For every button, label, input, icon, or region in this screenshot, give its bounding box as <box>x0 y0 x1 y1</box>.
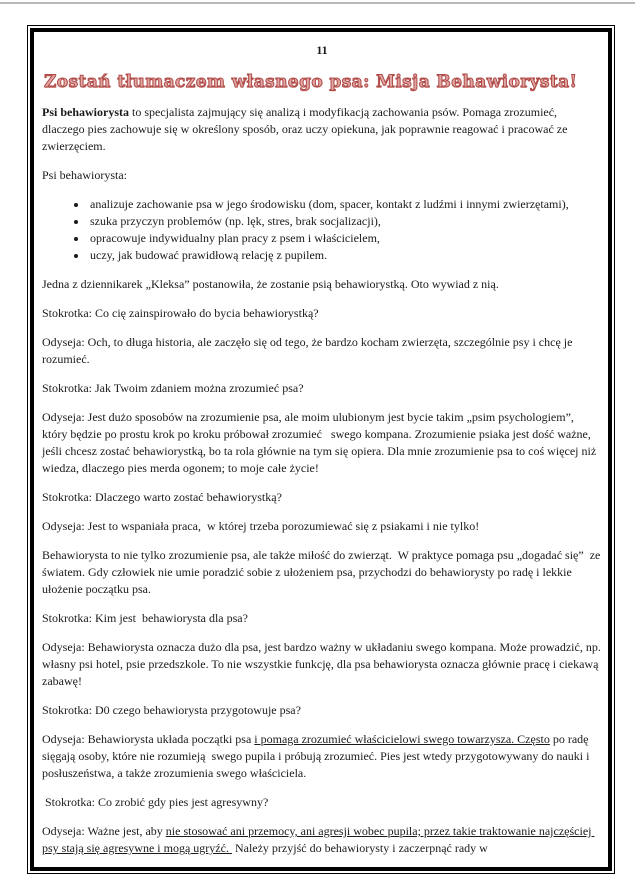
answer-underlined-segment: i pomaga zrozumieć właścicielowi swego towarzysza. Często <box>254 732 550 746</box>
behaviorist-duties-list <box>42 196 602 264</box>
interview-answer <box>42 823 602 857</box>
list-heading: Psi behawiorysta: <box>42 168 127 182</box>
page-number: 11 <box>316 43 328 57</box>
interview-question: Stokrotka: Jak Twoim zdaniem można zrozumieć psa? <box>42 381 304 395</box>
interview-question: Stokrotka: Kim jest behawiorysta dla psa? <box>42 611 248 625</box>
interview-question: Stokrotka: Dlaczego warto zostać behawiorystką? <box>42 490 282 504</box>
intro-lead-bold: Psi behawiorysta <box>42 105 129 119</box>
interview-answer: Odyseja: Behawiorysta oznacza dużo dla psa, jest bardzo ważny w układaniu swego kompana. Może prowadzić, np. własny psi hotel, psie przedszkole. To nie wszystkie funkcję, dla psa behawiorysta oznacza głównie pracę i ciekawą zabawę! <box>42 640 604 688</box>
answer-segment: Odyseja: Behawiorysta układa początki psa <box>42 732 255 746</box>
answer-segment: po radę sięgają osoby, które nie rozumieją swego pupila i próbują zrozumieć. Pies jest wtedy przygotowywany do nauki i posłuszeństwa, a także zrozumienia swego właściciela. <box>42 732 593 780</box>
interview-answer: Odyseja: Och, to długa historia, ale zaczęło się od tego, że bardzo kocham zwierzęta, szczególnie psy i chcę je rozumieć. <box>42 335 576 366</box>
answer-underlined-segment: nie stosować ani przemocy, ani agresji wobec pupila; przez takie traktowanie najczęściej psy stają się agresywne i mogą ugryźć. <box>42 824 595 855</box>
interview-question: Stokrotka: D0 czego behawiorysta przygotowuje psa? <box>42 703 301 717</box>
list-item: • analizuje zachowanie psa w jego środowisku (dom, spacer, kontakt z ludźmi i innymi zwierzętami), <box>88 196 602 213</box>
list-item: • szuka przyczyn problemów (np. lęk, stres, brak socjalizacji), <box>88 213 602 230</box>
page-content-area <box>30 28 612 871</box>
interview-answer <box>42 731 602 782</box>
interview-answer: Odyseja: Jest to wspaniała praca, w której trzeba porozumiewać się z psiakami i nie tylko! <box>42 519 480 533</box>
answer-segment: Należy przyjść do behawiorysty i zaczerpnąć rady w <box>231 841 488 855</box>
answer-segment: Odyseja: Ważne jest, aby <box>42 824 166 838</box>
intro-paragraph <box>42 104 602 155</box>
interview-answer-extra: Behawiorysta to nie tylko zrozumienie psa, ale także miłość do zwierząt. W praktyce pomaga psu „dogadać się” ze światem. Gdy człowiek nie umie poradzić sobie z ułożeniem psa, przychodzi do behawiorysty po radę i lekkie ułożenie początku psa. <box>42 548 604 596</box>
interview-question: Stokrotka: Co cię zainspirowało do bycia behawiorystką? <box>42 306 319 320</box>
intro-lead-rest: to specjalista zajmujący się analizą i modyfikacją zachowania psów. Pomaga zrozumieć, dlaczego pies zachowuje się w określony sposób, oraz uczy opiekuna, jak poprawnie reagować i pracować ze zwierzęciem. <box>42 105 571 153</box>
screen-edge-line <box>0 2 635 4</box>
page-title: Zostań tłumaczem własnego psa: Misja Behawiorysta! <box>44 72 578 92</box>
page-border-frame <box>27 25 615 874</box>
interview-question: Stokrotka: Co zrobić gdy pies jest agresywny? <box>42 795 269 809</box>
interview-lead-paragraph: Jedna z dziennikarek „Kleksa” postanowiła, że zostanie psią behawiorystką. Oto wywiad z nią. <box>42 277 499 291</box>
list-item: • opracowuje indywidualny plan pracy z psem i właścicielem, <box>88 230 602 247</box>
list-item: • uczy, jak budować prawidłową relację z pupilem. <box>88 247 602 264</box>
interview-answer: Odyseja: Jest dużo sposobów na zrozumienie psa, ale moim ulubionym jest bycie takim „psim psychologiem”, który będzie po prostu krok po kroku próbował zrozumieć swego kompana. Zrozumienie psiaka jest dość ważne, jeśli chcesz zostać behawiorystką, bo ta rola głównie na tym się opiera. Dla mnie zrozumienie psa to coś więcej niż wiedza, dlaczego pies merda ogonem; to moje całe życie! <box>42 410 600 475</box>
